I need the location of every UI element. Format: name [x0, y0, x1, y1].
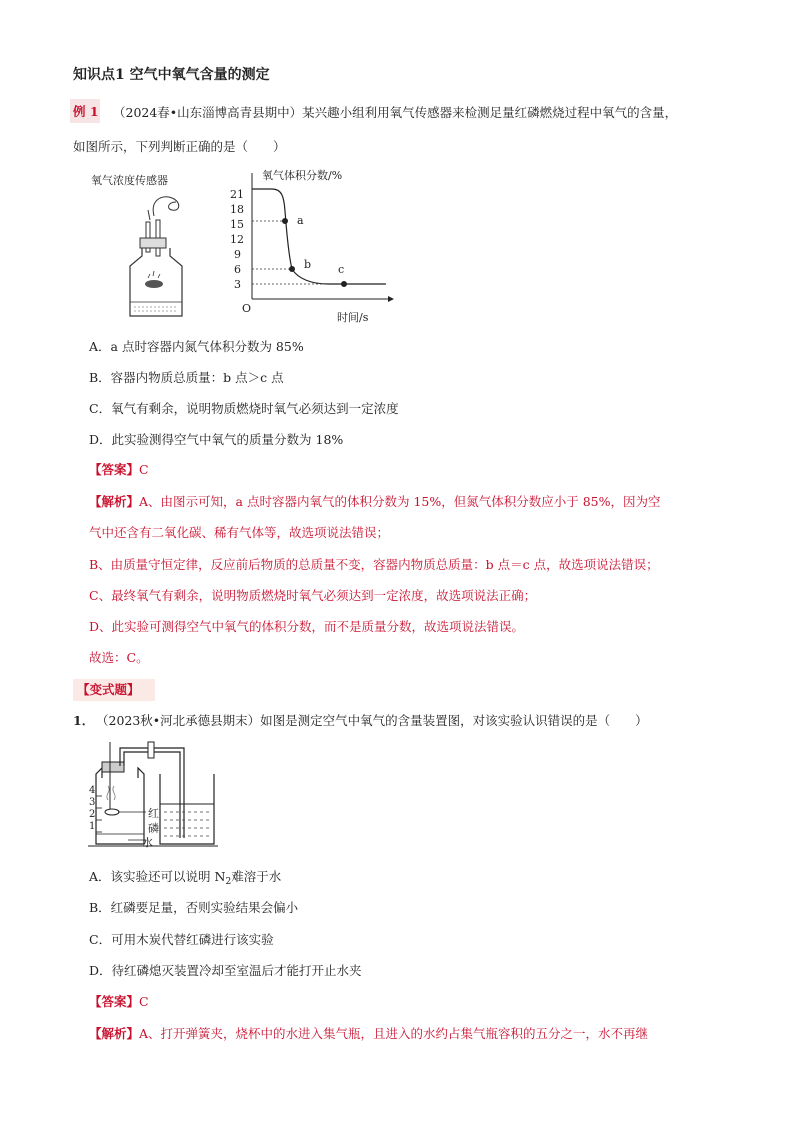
- variant-option-a: [89, 867, 281, 887]
- y-tick-15: 15: [230, 218, 244, 231]
- example-analysis-line3: B、由质量守恒定律，反应前后物质的总质量不变，容器内物质总质量：b 点＝c 点，故选项说法错误；: [89, 557, 659, 572]
- variant-answer: [89, 992, 149, 1010]
- option-a-prefix: A．该实验还可以说明 N: [89, 869, 226, 884]
- variant-analysis-tag: 【解析】: [89, 1026, 140, 1041]
- sensor-bottle-diagram: [120, 190, 200, 322]
- label-water: 水: [142, 836, 153, 849]
- y-tick-18: 18: [230, 203, 244, 216]
- y-tick-3: 3: [234, 278, 241, 291]
- point-label-b: b: [304, 258, 312, 271]
- variant-analysis-line1: [89, 1024, 648, 1042]
- analysis-text-1: A、由图示可知，a 点时容器内氧气的体积分数为 15%，但氮气体积分数应小于 85%，因为空: [139, 494, 661, 509]
- example-analysis-line4: C、最终氧气有剩余，说明物质燃烧时氧气必须达到一定浓度，故选项说法正确；: [89, 588, 537, 603]
- oxygen-curve-graph: [228, 163, 398, 323]
- point-label-a: a: [297, 214, 304, 227]
- example-option-b: B．容器内物质总质量：b 点＞c 点: [89, 370, 284, 385]
- variant-analysis-text-1: A、打开弹簧夹，烧杯中的水进入集气瓶，且进入的水约占集气瓶容积的五分之一，水不再继: [139, 1026, 649, 1041]
- variant-q-number: 1．: [73, 713, 95, 728]
- y-tick-12: 12: [230, 233, 244, 246]
- scale-2: 2: [89, 809, 96, 820]
- example-option-c: C．氧气有剩余，说明物质燃烧时氧气必须达到一定浓度: [89, 401, 399, 416]
- variant-stem: （2023秋•河北承德县期末）如图是测定空气中氧气的含量装置图，对该实验认识错误的是（ ）: [96, 713, 648, 728]
- graph-origin: O: [242, 302, 252, 315]
- example-analysis-line5: D、此实验可测得空气中氧气的体积分数，而不是质量分数，故选项说法错误。: [89, 619, 525, 634]
- scale-1: 1: [89, 821, 96, 832]
- graph-x-axis-label: 时间/s: [337, 311, 369, 324]
- scale-4: 4: [89, 785, 96, 796]
- graph-y-axis-label: 氧气体积分数/%: [262, 169, 343, 182]
- variant-option-d: D．待红磷熄灭装置冷却至室温后才能打开止水夹: [89, 963, 362, 978]
- variant-option-b: B．红磷要足量，否则实验结果会偏小: [89, 900, 299, 915]
- example-option-d: D．此实验测得空气中氧气的质量分数为 18%: [89, 432, 344, 447]
- option-a-subscript: 2: [225, 877, 232, 887]
- label-red: 红: [148, 807, 159, 820]
- example-option-a: A．a 点时容器内氮气体积分数为 85%: [89, 339, 304, 354]
- example-conclusion: 故选：C。: [89, 650, 149, 665]
- variant-option-c: C．可用木炭代替红磷进行该实验: [89, 932, 274, 947]
- y-tick-21: 21: [230, 188, 244, 201]
- analysis-tag: 【解析】: [89, 494, 140, 509]
- variant-tag: 【变式题】: [73, 679, 155, 701]
- scale-3: 3: [89, 797, 96, 808]
- label-phosphorus: 磷: [148, 822, 159, 835]
- y-tick-9: 9: [234, 248, 241, 261]
- example-stem-line2: 如图所示，下列判断正确的是（ ）: [73, 139, 286, 154]
- variant-answer-value: C: [139, 994, 149, 1009]
- example-label: 例 1: [73, 104, 99, 119]
- y-tick-6: 6: [234, 263, 241, 276]
- option-a-suffix: 难溶于水: [231, 869, 282, 884]
- section-heading: 知识点1 空气中氧气含量的测定: [73, 67, 270, 83]
- example-analysis-line1: [89, 492, 660, 510]
- answer-tag: 【答案】: [89, 462, 140, 477]
- point-label-c: c: [338, 263, 345, 276]
- example-answer: [89, 460, 149, 478]
- variant-answer-tag: 【答案】: [89, 994, 140, 1009]
- sensor-label: 氧气浓度传感器: [91, 174, 168, 187]
- example-stem-line1: （2024春•山东淄博高青县期中）某兴趣小组利用氧气传感器来检测足量红磷燃烧过程中氧气的含量，: [113, 105, 678, 120]
- answer-value: C: [139, 462, 149, 477]
- example-analysis-line2: 气中还含有二氧化碳、稀有气体等，故选项说法错误；: [89, 525, 390, 540]
